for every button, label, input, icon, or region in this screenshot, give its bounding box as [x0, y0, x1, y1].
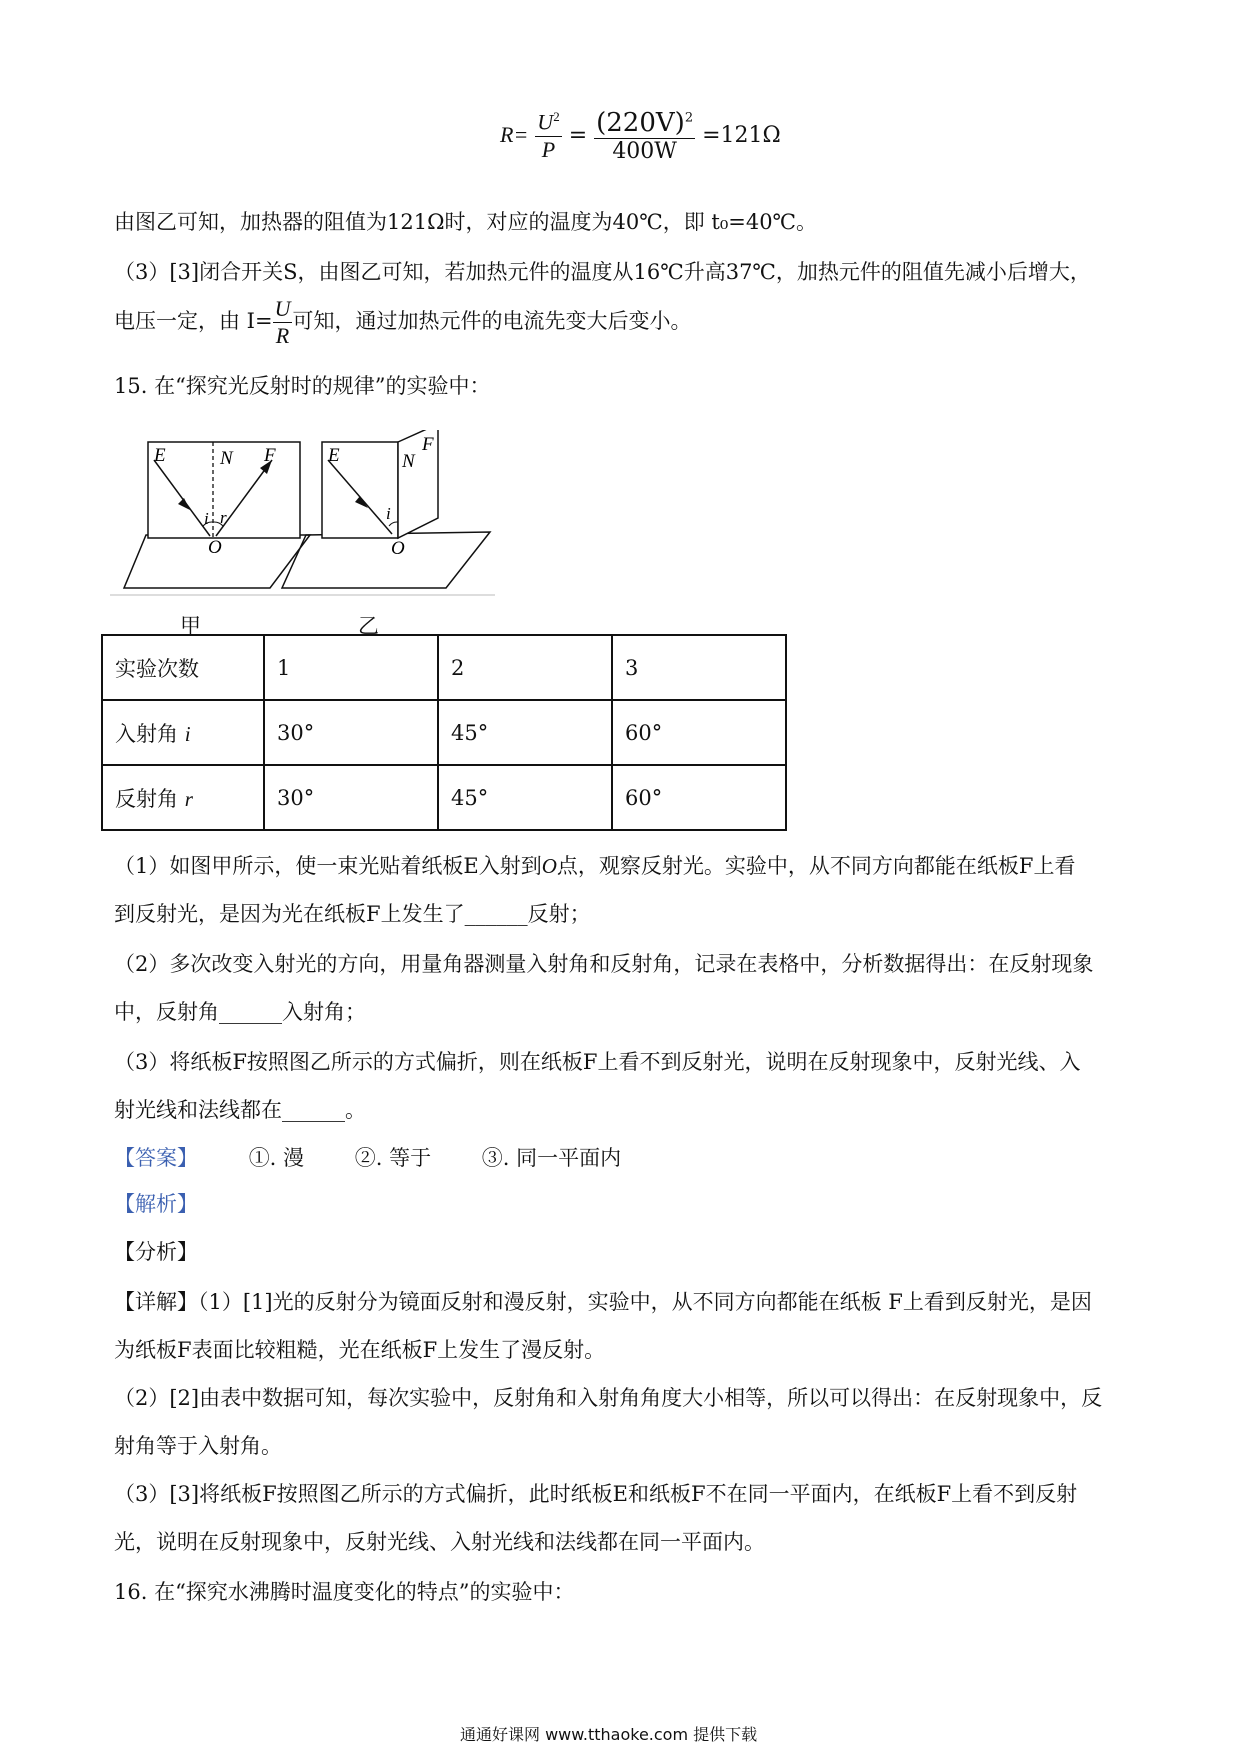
- reflection-experiment-figure: [110, 430, 500, 630]
- label-F: F: [422, 434, 434, 455]
- table-cell: 2: [438, 635, 612, 700]
- table-row: [102, 700, 786, 765]
- answer-3: ③. 同一平面内: [481, 1146, 622, 1170]
- label-i: i: [386, 504, 391, 523]
- label-N: N: [402, 451, 415, 472]
- label-E: E: [154, 445, 166, 466]
- label-i: i: [204, 509, 209, 528]
- answer-2: ②. 等于: [354, 1146, 432, 1170]
- detail-3-line2: 光，说明在反射现象中，反射光线、入射光线和法线都在同一平面内。: [114, 1530, 765, 1554]
- table-cell: 1: [264, 635, 438, 700]
- detail-2-line2: 射角等于入射角。: [114, 1434, 282, 1458]
- detail-2-line1: （2）[2]由表中数据可知，每次实验中，反射角和入射角角度大小相等，所以可以得出：在反射现象中，反: [114, 1386, 1103, 1410]
- table-cell: 60°: [612, 765, 786, 830]
- text-line: 由图乙可知，加热器的阻值为121Ω时，对应的温度为40℃，即 t₀=40℃。: [114, 210, 818, 234]
- page-footer: 通通好课网 www.tthaoke.com 提供下载: [460, 1725, 758, 1744]
- answer-1: ①. 漫: [248, 1146, 305, 1170]
- figure-label-yi: 乙: [358, 614, 379, 638]
- formula-r: R= $\frac{U^2}{P}$ = $\frac{(220V)^2}{400W}$ =121Ω: [500, 108, 781, 164]
- question-15-title: 15. 在“探究光反射时的规律”的实验中：: [114, 374, 491, 398]
- table-cell: 60°: [612, 700, 786, 765]
- question-16-title: 16. 在“探究水沸腾时温度变化的特点”的实验中：: [114, 1580, 575, 1604]
- q15-part1-line1: （1）如图甲所示，使一束光贴着纸板E入射到O点，观察反射光。实验中，从不同方向都能在纸板F上看: [114, 854, 1076, 878]
- label-E: E: [328, 445, 340, 466]
- q15-part2-line2: 中，反射角______入射角；: [114, 1000, 366, 1024]
- q15-part2-line1: （2）多次改变入射光的方向，用量角器测量入射角和反射角，记录在表格中，分析数据得出：在反射现象: [114, 952, 1094, 976]
- label-O: O: [208, 537, 222, 558]
- q15-part1-line2: 到反射光，是因为光在纸板F上发生了______反射；: [114, 902, 591, 926]
- detail-3-line1: （3）[3]将纸板F按照图乙所示的方式偏折，此时纸板E和纸板F不在同一平面内，在纸板F上看不到反射: [114, 1482, 1078, 1506]
- detail-1-line2: 为纸板F表面比较粗糙，光在纸板F上发生了漫反射。: [114, 1338, 606, 1362]
- table-row: [102, 635, 786, 700]
- figure-label-jia: 甲: [180, 614, 201, 638]
- label-r: r: [220, 508, 227, 527]
- q15-part3-line1: （3）将纸板F按照图乙所示的方式偏折，则在纸板F上看不到反射光，说明在反射现象中，反射光线、入: [114, 1050, 1081, 1074]
- table-cell: 入射角 i: [102, 700, 264, 765]
- table-cell: 30°: [264, 765, 438, 830]
- experiment-table: [101, 634, 787, 831]
- q15-part3-line2: 射光线和法线都在______。: [114, 1098, 366, 1122]
- table-cell: 反射角 r: [102, 765, 264, 830]
- answer-row: [114, 1142, 621, 1172]
- text-line: （3）[3]闭合开关S，由图乙可知，若加热元件的温度从16℃升高37℃，加热元件的阻值先减小后增大，: [114, 260, 1091, 284]
- label-N: N: [220, 448, 233, 469]
- jiexi-tag: 【解析】: [114, 1192, 198, 1216]
- label-F: F: [264, 445, 276, 466]
- fenxi-tag: 【分析】: [114, 1240, 198, 1264]
- table-cell: 45°: [438, 700, 612, 765]
- detail-1-line1: 【详解】（1）[1]光的反射分为镜面反射和漫反射，实验中，从不同方向都能在纸板 F上看到反射光，是因: [114, 1290, 1092, 1314]
- table-row: [102, 765, 786, 830]
- table-cell: 45°: [438, 765, 612, 830]
- table-cell: 30°: [264, 700, 438, 765]
- answer-tag: 【答案】: [114, 1146, 198, 1170]
- table-cell: 实验次数: [102, 635, 264, 700]
- text-line-with-formula: 电压一定，由 I= $\frac{U}{R}$ 可知，通过加热元件的电流先变大后变小。: [114, 296, 692, 348]
- table-cell: 3: [612, 635, 786, 700]
- label-O: O: [391, 538, 405, 559]
- ground-plane-yi: [282, 532, 490, 588]
